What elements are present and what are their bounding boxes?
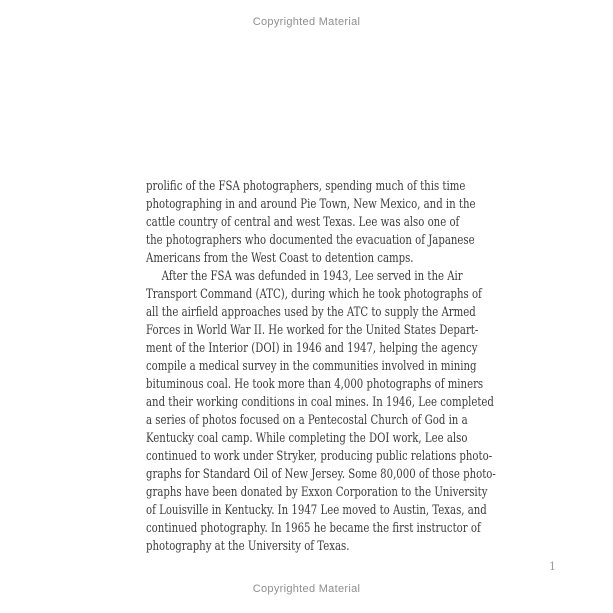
- text-line: photographing in and around Pie Town, New Mexico, and in the: [146, 197, 476, 212]
- text-line: graphs for Standard Oil of New Jersey. Some 80,000 of those photo-: [146, 467, 496, 482]
- text-line: prolific of the FSA photographers, spending much of this time: [146, 179, 466, 194]
- text-line: compile a medical survey in the communities involved in mining: [146, 359, 477, 374]
- text-line: a series of photos focused on a Pentecostal Church of God in a: [146, 413, 468, 428]
- text-line: and their working conditions in coal mines. In 1946, Lee completed: [146, 395, 494, 410]
- text-line: Americans from the West Coast to detention camps.: [146, 251, 414, 266]
- text-line: Kentucky coal camp. While completing the DOI work, Lee also: [146, 431, 468, 446]
- text-line: all the airfield approaches used by the ATC to supply the Armed: [146, 305, 476, 320]
- text-line: photography at the University of Texas.: [146, 539, 350, 554]
- text-line: Transport Command (ATC), during which he took photographs of: [146, 287, 482, 302]
- text-line: cattle country of central and west Texas. Lee was also one of: [146, 215, 460, 230]
- copyright-notice-bottom: Copyrighted Material: [252, 583, 361, 595]
- copyright-notice-top: Copyrighted Material: [252, 16, 361, 28]
- paragraph: [146, 268, 496, 556]
- page-number: 1: [549, 560, 556, 573]
- text-line: ment of the Interior (DOI) in 1946 and 1947, helping the agency: [146, 341, 478, 356]
- text-line: continued photography. In 1965 he became the first instructor of: [146, 521, 481, 536]
- text-line: graphs have been donated by Exxon Corporation to the University: [146, 485, 488, 500]
- text-line: continued to work under Stryker, producing public relations photo-: [146, 449, 493, 464]
- text-line: Forces in World War II. He worked for the United States Depart-: [146, 323, 479, 338]
- body-text: [146, 178, 496, 556]
- text-line: of Louisville in Kentucky. In 1947 Lee moved to Austin, Texas, and: [146, 503, 487, 518]
- text-line: After the FSA was defunded in 1943, Lee served in the Air: [161, 269, 463, 284]
- text-line: the photographers who documented the evacuation of Japanese: [146, 233, 475, 248]
- paragraph: [146, 178, 496, 268]
- text-line: bituminous coal. He took more than 4,000 photographs of miners: [146, 377, 484, 392]
